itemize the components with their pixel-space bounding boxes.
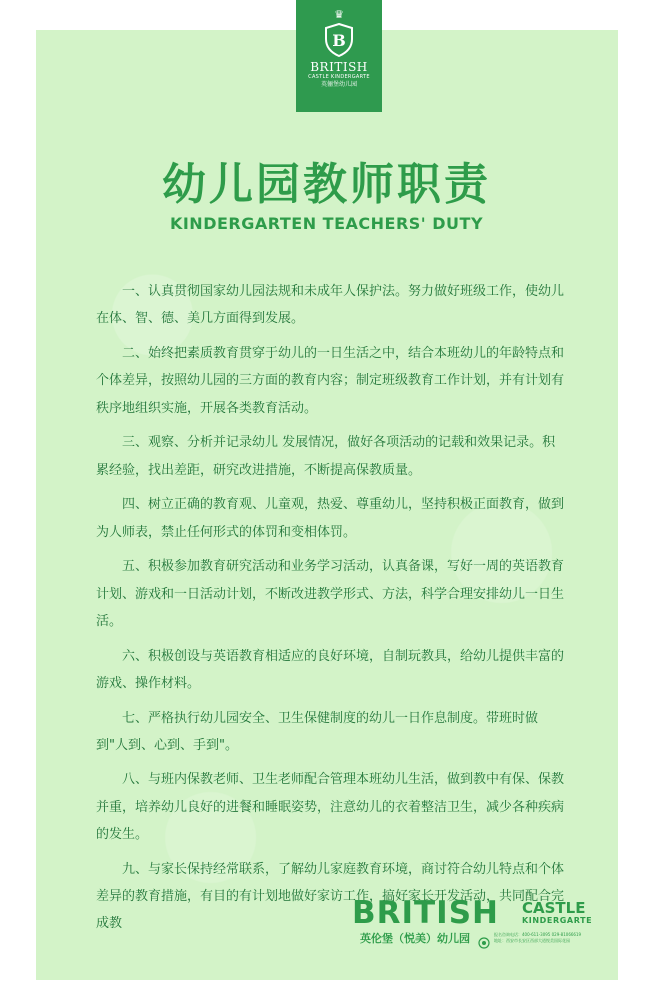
page-title: 幼儿园教师职责: [162, 159, 491, 210]
footer-phone: 报名咨询电话：400-611-3095 029-81066619: [494, 932, 582, 937]
footer-address: 地址：西安市长安区西部大道悦美国际花园: [494, 938, 570, 943]
footer-chinese-name: 英伦堡（悦美）幼儿园: [360, 932, 470, 945]
brand-badge: [296, 0, 382, 112]
footer-contact: [494, 932, 604, 944]
duty-item: 六、积极创设与英语教育相适应的良好环境，自制玩教具，给幼儿提供丰富的游戏、操作材料。: [96, 648, 565, 691]
footer-logo: [352, 896, 612, 956]
duty-list: [96, 278, 564, 945]
footer-castle: CASTLE: [522, 899, 586, 917]
duty-item: 七、严格执行幼儿园安全、卫生保健制度的幼儿一日作息制度。带班时做到"人到、心到、手到"。: [96, 710, 539, 753]
duty-item: 一、认真贯彻国家幼儿园法规和未成年人保护法。努力做好班级工作，使幼儿在体、智、德、美几方面得到发展。: [96, 284, 565, 327]
badge-brand: BRITISH: [310, 60, 368, 74]
shield-icon: [324, 23, 354, 57]
duty-item: 四、树立正确的教育观、儿童观，热爱、尊重幼儿，坚持积极正面教育，做到为人师表，禁止任何形式的体罚和变相体罚。: [96, 497, 565, 540]
duty-item: 五、积极参加教育研究活动和业务学习活动，认真备课，写好一周的英语教育计划、游戏和一日活动计划，不断改进教学形式、方法，科学合理安排幼儿一日生活。: [96, 559, 565, 629]
shield-letter: B: [332, 31, 346, 50]
duty-item: 九、与家长保持经常联系，了解幼儿家庭教育环境，商讨符合幼儿特点和个体差异的教育措施，有目的有计划地做好家访工作，搞好家长开发活动，共同配合完成教: [96, 861, 565, 932]
badge-subtitle: CASTLE KINDERGARTE: [308, 74, 370, 80]
footer-kindergarte: KINDERGARTE: [522, 916, 593, 925]
badge-chinese-name: 英俪堡幼儿园: [320, 81, 357, 88]
crown-icon: ♛: [334, 8, 344, 21]
phone-icon: [478, 934, 490, 953]
footer-brand: BRITISH: [352, 895, 499, 931]
duty-item: 二、始终把素质教育贯穿于幼儿的一日生活之中，结合本班幼儿的年龄特点和个体差异，按照幼儿园的三方面的教育内容；制定班级教育工作计划，并有计划有秩序地组织实施，开展各类教育活动。: [96, 345, 565, 416]
page-subtitle: KINDERGARTEN TEACHERS' DUTY: [169, 214, 484, 233]
duty-item: 八、与班内保教老师、卫生老师配合管理本班幼儿生活，做到教中有保、保教并重，培养幼儿良好的进餐和睡眠姿势，注意幼儿的衣着整洁卫生，减少各种疾病的发生。: [96, 772, 565, 843]
duty-item: 三、观察、分析并记录幼儿 发展情况，做好各项活动的记载和效果记录。积累经验，找出差距，研究改进措施，不断提高保教质量。: [96, 435, 556, 478]
